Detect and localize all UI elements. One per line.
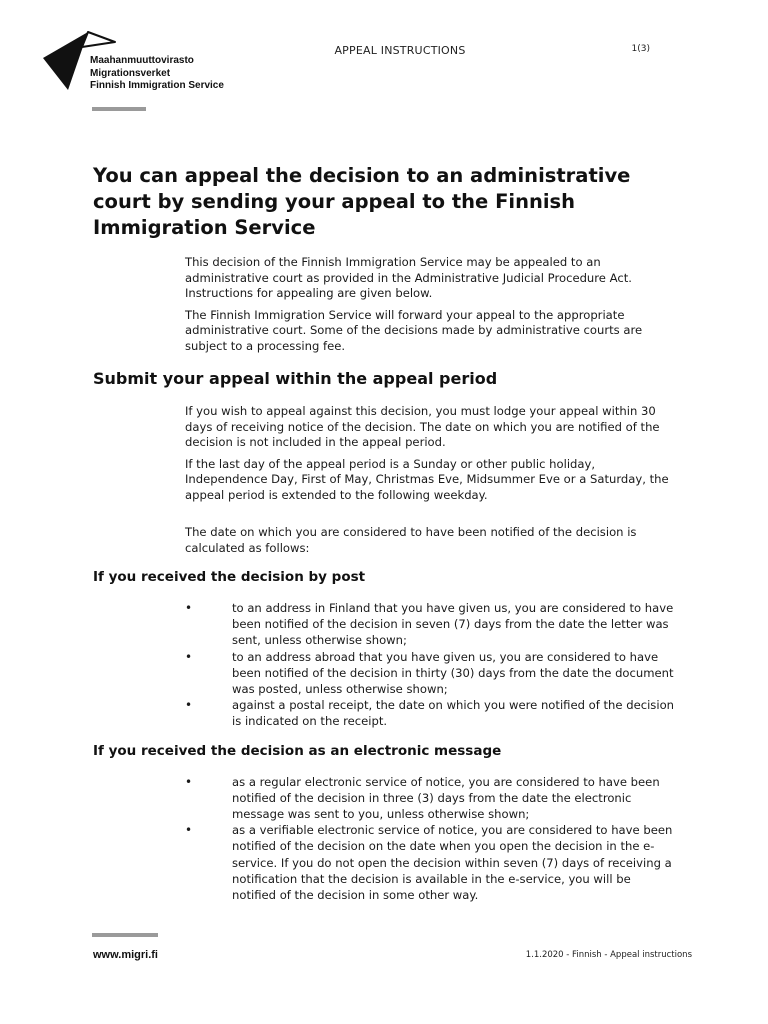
section-heading-electronic: If you received the decision as an electronic message [93,742,502,759]
section-heading-appeal-period: Submit your appeal within the appeal period [93,369,498,388]
document-title: APPEAL INSTRUCTIONS [334,44,466,57]
org-name-finnish: Maahanmuuttovirasto [90,55,194,66]
footer-document-info: 1.1.2020 - Finnish - Appeal instructions [525,950,692,960]
list-item [185,774,677,823]
bullet-icon: • [185,601,193,615]
org-name-swedish: Migrationsverket [90,67,171,79]
intro-paragraph: The Finnish Immigration Service will forward your appeal to the appropriate administrative court. Some of the decisions made by administrative courts are subject to a processing fee. [185,307,643,353]
electronic-list [93,774,693,904]
list-item-text: to an address abroad that you have given us, you are considered to have been notified of the decision in thirty (30) days from the date the document was posted, unless otherwise shown; [232,649,674,697]
bullet-icon: • [185,649,193,664]
document-body [93,163,693,909]
list-item [185,697,677,729]
list-item-text: to an address in Finland that you have given us, you are considered to have been notified of the decision in seven (7) days from the date the letter was sent, unless otherwise shown; [232,601,674,648]
notification-date-paragraph: The date on which you are considered to have been notified of the decision is calculated as follows: [185,525,637,555]
list-item-text: against a postal receipt, the date on which you were notified of the decision is indicated on the receipt. [232,698,675,729]
list-item [185,600,677,649]
list-item-text: as a verifiable electronic service of notice, you are considered to have been notified of the decision on the date when you open the decision in the e-service. If you do not open the decision within seven (7) days of receiving a notification that the decision is available in the e-service, you will be notified of the decision in some other way. [232,823,673,903]
intro-paragraph: This decision of the Finnish Immigration Service may be appealed to an administrative court as provided in the Administrative Judicial Procedure Act. Instructions for appealing are given below. [185,255,632,300]
list-item [185,649,677,698]
page-title: You can appeal the decision to an administrative court by sending your appeal to the Finnish Immigration Service [93,164,631,239]
appeal-period-paragraph: If the last day of the appeal period is a Sunday or other public holiday, Independence Day, First of May, Christmas Eve, Midsummer Eve or a Saturday, the appeal period is extended to the following weekday. [185,456,669,502]
header-divider [92,107,146,111]
bullet-icon: • [185,774,193,789]
footer-website-link[interactable]: www.migri.fi [93,949,158,961]
section-heading-by-post: If you received the decision by post [93,569,366,585]
org-name-english: Finnish Immigration Service [90,80,224,91]
footer-divider [92,933,158,937]
appeal-period-paragraph: If you wish to appeal against this decision, you must lodge your appeal within 30 days of receiving notice of the decision. The date on which you are notified of the decision is not included in the appeal period. [185,404,660,449]
by-post-list [93,600,693,730]
list-item-text: as a regular electronic service of notice, you are considered to have been notified of the decision in three (3) days from the date the electronic message was sent to you, unless otherwise shown; [232,774,660,822]
bullet-icon: • [185,698,193,713]
list-item [185,822,677,903]
organization-name [90,55,290,93]
page-number: 1(3) [631,44,650,54]
bullet-icon: • [185,823,193,838]
